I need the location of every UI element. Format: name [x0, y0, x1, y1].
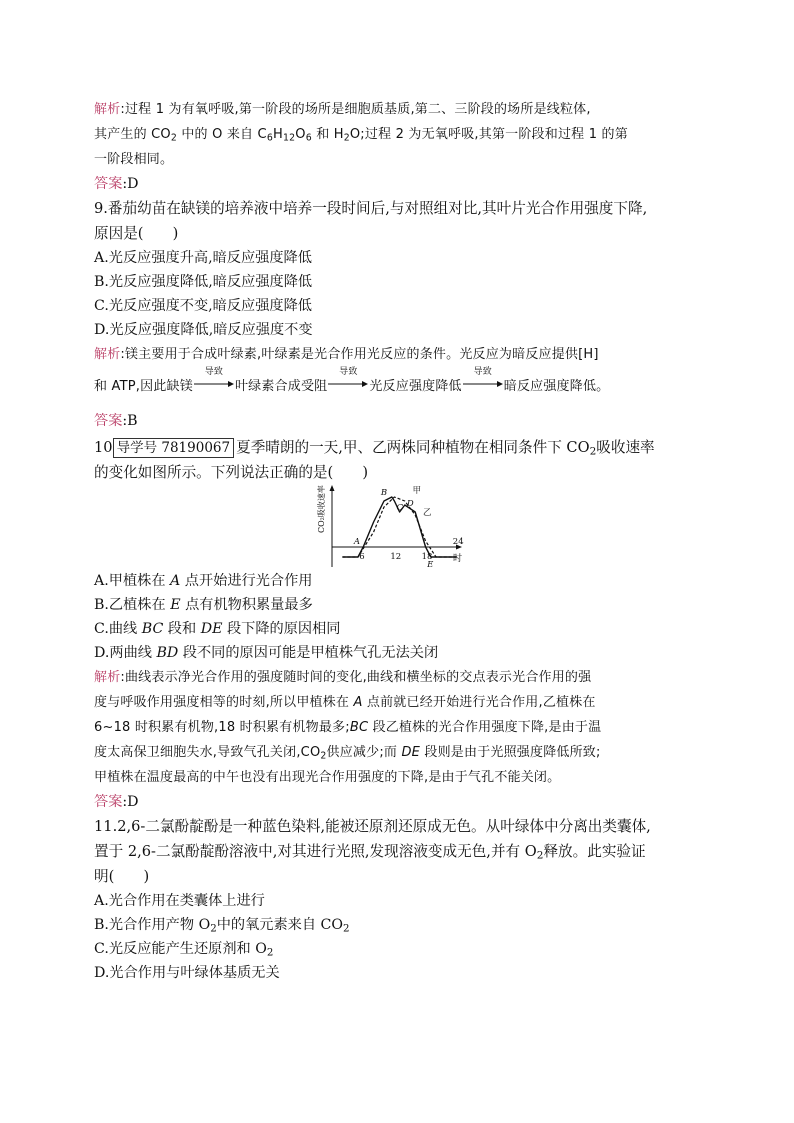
point-label-b: B [380, 488, 388, 498]
x-tick-label: 12 [390, 552, 402, 562]
q9-stem-line-1: 9.番茄幼苗在缺镁的培养液中培养一段时间后,与对照组对比,其叶片光合作用强度下降, [94, 200, 648, 217]
q10-stem-line-2: 的变化如图所示。下列说法正确的是( ) [94, 464, 369, 481]
series-label-yi: 乙 [423, 508, 432, 518]
arrow-icon: 导致 [328, 378, 368, 390]
explanation-label: 解析 [94, 102, 121, 117]
q10-option-b: B.乙植株在 E 点有机物积累量最多 [94, 597, 313, 613]
answer-value: :B [122, 413, 138, 429]
q10-option-a: A.甲植株在 A 点开始进行光合作用 [94, 573, 313, 589]
x-tick-label: 6 [359, 552, 365, 562]
co2-absorption-chart [94, 485, 700, 569]
y-axis-label: CO₂吸收速率 [317, 485, 326, 533]
x-axis-label: 时 [453, 554, 463, 564]
point-label-a: A [353, 537, 360, 547]
explanation-label: 解析 [94, 670, 121, 685]
guide-number-box[interactable]: 导学号 78190067 [113, 438, 235, 458]
q11-option-c: C.光反应能产生还原剂和 $O_2$ [94, 941, 274, 959]
q9-answer [94, 409, 700, 433]
q9-stem-line-2: 原因是( ) [94, 225, 179, 242]
explanation-label: 解析 [94, 347, 121, 362]
x-tick-label: 18 [421, 552, 433, 562]
point-label-d: D [406, 499, 414, 509]
q8-explanation-line-2: 其产生的 $CO_2$ 中的 O 来自 $C_6H_{12}O_6$ 和 $H_2O$;过程 2 为无氧呼吸,其第一阶段和过程 1 的第 [94, 127, 628, 144]
q11-option-d: D.光合作用与叶绿体基质无关 [94, 965, 280, 981]
answer-label: 答案 [94, 413, 123, 429]
answer-value: :D [122, 794, 139, 810]
q9-option-a: A.光反应强度升高,暗反应强度降低 [94, 250, 312, 266]
q8-explanation-line-3: 一阶段相同。 [94, 152, 174, 167]
q10-answer [94, 790, 700, 814]
y-axis-arrow [330, 485, 335, 491]
chart-svg [308, 485, 468, 569]
x-tick-label: 24 [452, 537, 464, 547]
arrow-icon: 导致 [463, 378, 503, 390]
q10-explanation-line-3: 6~18 时积累有机物,18 时积累有机物最多;BC 段乙植株的光合作用强度下降,是由于温 [94, 720, 602, 735]
q10-stem-line-1: 10 导学号 78190067 夏季晴朗的一天,甲、乙两株同种植物在相同条件下 $CO_2$吸收速率 [94, 439, 655, 458]
q10-option-c: C.曲线 BC 段和 DE 段下降的原因相同 [94, 621, 341, 637]
answer-label: 答案 [94, 794, 123, 810]
q11-stem-line-3: 明( ) [94, 868, 150, 885]
document-content [94, 97, 700, 985]
q11-option-a: A.光合作用在类囊体上进行 [94, 893, 265, 909]
q11-stem-line-2: 置于 2,6-二氯酚靛酚溶液中,对其进行光照,发现溶液变成无色,并有 $O_2$释放。此实验证 [94, 843, 646, 862]
point-label-c: C [396, 503, 403, 513]
answer-value: :D [122, 176, 139, 192]
q9-explanation-line-2: 和 ATP,因此缺镁 导致 叶绿素合成受阻 导致 光反应强度降低 导致 暗反应强度降低。 [94, 367, 610, 394]
q9-explanation-line-1: 解析:镁主要用于合成叶绿素,叶绿素是光合作用光反应的条件。光反应为暗反应提供[H] [94, 347, 599, 362]
q9-option-c: C.光反应强度不变,暗反应强度降低 [94, 298, 312, 314]
q9-option-b: B.光反应强度降低,暗反应强度降低 [94, 274, 313, 290]
q10-explanation-line-5: 甲植株在温度最高的中午也没有出现光合作用强度的下降,是由于气孔不能关闭。 [94, 770, 561, 785]
q10-explanation-line-2: 度与呼吸作用强度相等的时刻,所以甲植株在 A 点前就已经开始进行光合作用,乙植株在 [94, 695, 596, 710]
q9-option-d: D.光反应强度降低,暗反应强度不变 [94, 322, 313, 338]
q8-explanation-line-1: 解析:过程 1 为有氧呼吸,第一阶段的场所是细胞质基质,第二、三阶段的场所是线粒体, [94, 102, 591, 117]
q10-explanation-line-1: 解析:曲线表示净光合作用的强度随时间的变化,曲线和横坐标的交点表示光合作用的强 [94, 670, 592, 685]
point-label-e: E [427, 560, 434, 569]
q10-option-d: D.两曲线 BD 段不同的原因可能是甲植株气孔无法关闭 [94, 645, 439, 661]
answer-label: 答案 [94, 176, 123, 192]
q11-stem-line-1: 11.2,6-二氯酚靛酚是一种蓝色染料,能被还原剂还原成无色。从叶绿体中分离出类囊体, [94, 818, 651, 835]
series-label-jia: 甲 [412, 486, 422, 496]
q11-option-b: B.光合作用产物 $O_2$中的氧元素来自 $CO_2$ [94, 917, 350, 935]
arrow-icon: 导致 [194, 378, 234, 390]
q10-explanation-line-4: 度太高保卫细胞失水,导致气孔关闭$,CO_2$供应减少;而 DE 段则是由于光照强度降低所致; [94, 745, 601, 762]
q8-answer [94, 172, 700, 196]
